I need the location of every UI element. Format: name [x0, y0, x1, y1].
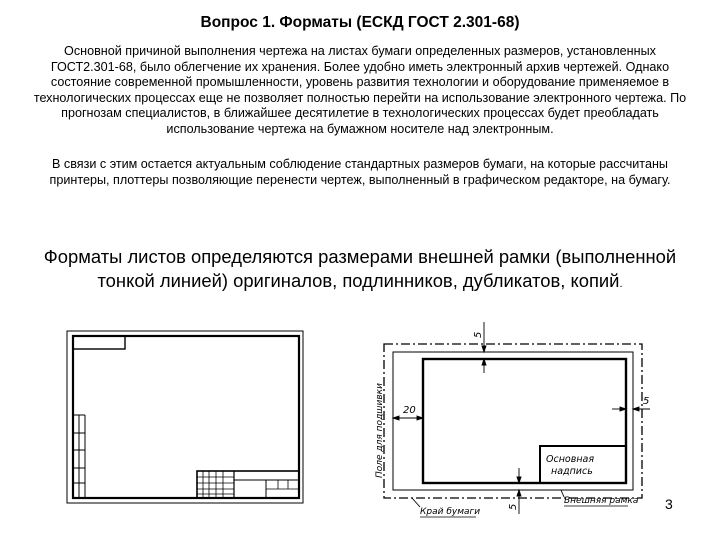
outer-frame-line [393, 352, 633, 490]
outer-frame-label: Внешняя рамка [564, 496, 639, 506]
second-paragraph: В связи с этим остается актуальным соблюдение стандартных размеров бумаги, на которые рассчитаны принтеры, плоттеры позволяющие перенести чертеж, выполненный в графическом редакторе, на бумагу. [49, 157, 671, 187]
inner-drawing-frame [423, 359, 626, 483]
formats-definition-period: . [619, 278, 623, 290]
page-number: 3 [665, 496, 673, 512]
formats-definition [28, 245, 692, 296]
sheet-outer-border [67, 331, 303, 503]
formats-definition-text: Форматы листов определяются размерами внешней рамки (выполненной тонкой линией) оригиналов, подлинников, дубликатов, копий [43, 246, 677, 291]
left-margin-dimension [393, 416, 423, 420]
page-title: Вопрос 1. Форматы (ЕСКД ГОСТ 2.301-68) [200, 14, 520, 31]
top-dimension-value: 5 [473, 331, 484, 338]
title-block-label-line2: надпись [551, 466, 593, 477]
right-dimension-value: 5 [643, 396, 650, 407]
top-margin-dimension [482, 322, 486, 373]
sheet-frame-drawing [66, 330, 306, 505]
left-dimension-value: 20 [403, 405, 416, 416]
title-block-label-line1: Основная [546, 454, 595, 465]
paper-edge-label: Край бумаги [420, 507, 481, 517]
paper-edge-leader [412, 498, 420, 507]
filing-field-label: Поле для подшивки [375, 383, 385, 478]
intro-paragraph: Основной причиной выполнения чертежа на листах бумаги определенных размеров, установленных ГОСТ2.301-68, было облегчение их хранения. Более удобно иметь электронный архив чертежей. Однако состояние современной промышленности, уровень развития технологии и оборудование применяемое в технологических процессах еще не позволяет полностью перейти на использование электронного чертежа. По прогнозам специалистов, в ближайшее десятилетие в технологических процессах будет преобладать использование чертежа на бумажном носителе над электронным. [33, 44, 687, 136]
right-margin-dimension [612, 407, 650, 411]
frame-dimensions-diagram [356, 318, 666, 520]
bottom-dimension-value: 5 [508, 503, 519, 510]
